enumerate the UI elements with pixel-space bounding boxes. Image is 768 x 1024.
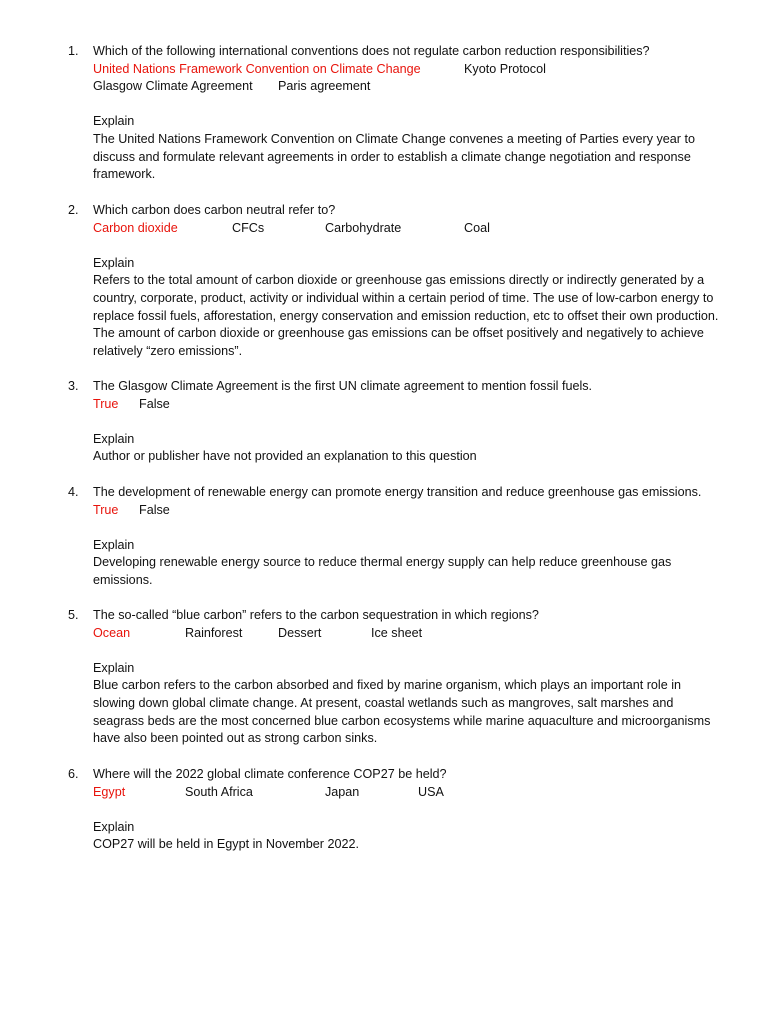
- question-text: The development of renewable energy can promote energy transition and reduce greenhouse gas emissions.: [93, 485, 702, 499]
- answer-options: [93, 220, 728, 238]
- question-1: [68, 43, 728, 184]
- question-2: [68, 202, 728, 360]
- answer-options: [93, 784, 728, 802]
- question-text: Which carbon does carbon neutral refer to?: [93, 203, 336, 217]
- explain-label: Explain: [93, 660, 135, 675]
- option-correct: Carbon dioxide: [93, 220, 178, 235]
- question-text: Where will the 2022 global climate conference COP27 be held?: [93, 767, 447, 781]
- answer-options: [93, 396, 728, 414]
- answer-options: [93, 502, 728, 520]
- option: Dessert: [278, 625, 322, 640]
- explain-label: Explain: [93, 537, 135, 552]
- option: Rainforest: [185, 625, 243, 640]
- question-text: The Glasgow Climate Agreement is the first UN climate agreement to mention fossil fuels.: [93, 379, 593, 393]
- question-line: [68, 607, 728, 625]
- question-text: The so-called “blue carbon” refers to the carbon sequestration in which regions?: [93, 608, 539, 622]
- option: CFCs: [232, 220, 265, 235]
- option: Kyoto Protocol: [464, 61, 546, 76]
- question-line: [68, 484, 728, 502]
- question-line: [68, 43, 728, 61]
- question-number: 6.: [68, 767, 79, 781]
- explain-label: Explain: [93, 114, 135, 129]
- question-3: [68, 378, 728, 466]
- question-number: 5.: [68, 608, 79, 622]
- question-number: 4.: [68, 485, 79, 499]
- explain-label: Explain: [93, 255, 135, 270]
- question-6: [68, 766, 728, 854]
- explanation-text: Blue carbon refers to the carbon absorbed and fixed by marine organism, which plays an important role in slowing down global climate change. At present, coastal wetlands such as mangroves, salt marshes and seagrass beds are the most concerned blue carbon ecosystems while marine aquaculture and microorganisms have also been pointed out as strong carbon sinks.: [93, 678, 711, 746]
- question-line: [68, 202, 728, 220]
- question-number: 2.: [68, 203, 79, 217]
- question-number: 1.: [68, 44, 79, 58]
- option: False: [139, 396, 170, 411]
- option: Paris agreement: [278, 79, 371, 94]
- option-correct: Ocean: [93, 625, 131, 640]
- explain-label: Explain: [93, 431, 135, 446]
- explain-label: Explain: [93, 819, 135, 834]
- question-line: [68, 766, 728, 784]
- explanation-text: Refers to the total amount of carbon dioxide or greenhouse gas emissions directly or indirectly generated by a country, corporate, product, activity or individual within a certain period of time. The use of low-carbon energy to replace fossil fuels, afforestation, energy conservation and emission reduction, etc to offset their own production. The amount of carbon dioxide or greenhouse gas emissions can be offset positively and negatively to achieve relatively “zero emissions”.: [93, 273, 719, 358]
- explanation-text: Author or publisher have not provided an explanation to this question: [93, 449, 477, 464]
- option: False: [139, 502, 170, 517]
- answer-options: [93, 61, 728, 96]
- option-correct: Egypt: [93, 784, 126, 799]
- explanation-text: The United Nations Framework Convention on Climate Change convenes a meeting of Parties every year to discuss and formulate relevant agreements in order to establish a climate change negotiation and response framework.: [93, 131, 696, 182]
- answer-options: [93, 625, 728, 643]
- option: USA: [418, 784, 444, 799]
- question-number: 3.: [68, 379, 79, 393]
- option-correct: United Nations Framework Convention on Climate Change: [93, 61, 421, 76]
- option: Glasgow Climate Agreement: [93, 79, 253, 94]
- option-correct: True: [93, 396, 119, 411]
- explanation-text: Developing renewable energy source to reduce thermal energy supply can help reduce greenhouse gas emissions.: [93, 555, 672, 587]
- explanation-text: COP27 will be held in Egypt in November 2022.: [93, 837, 360, 852]
- question-5: [68, 607, 728, 748]
- option: Ice sheet: [371, 625, 423, 640]
- question-text: Which of the following international conventions does not regulate carbon reduction responsibilities?: [93, 44, 650, 58]
- option: Japan: [325, 784, 360, 799]
- option: Carbohydrate: [325, 220, 402, 235]
- question-4: [68, 484, 728, 590]
- option: South Africa: [185, 784, 253, 799]
- option: Coal: [464, 220, 490, 235]
- question-line: [68, 378, 728, 396]
- option-correct: True: [93, 502, 119, 517]
